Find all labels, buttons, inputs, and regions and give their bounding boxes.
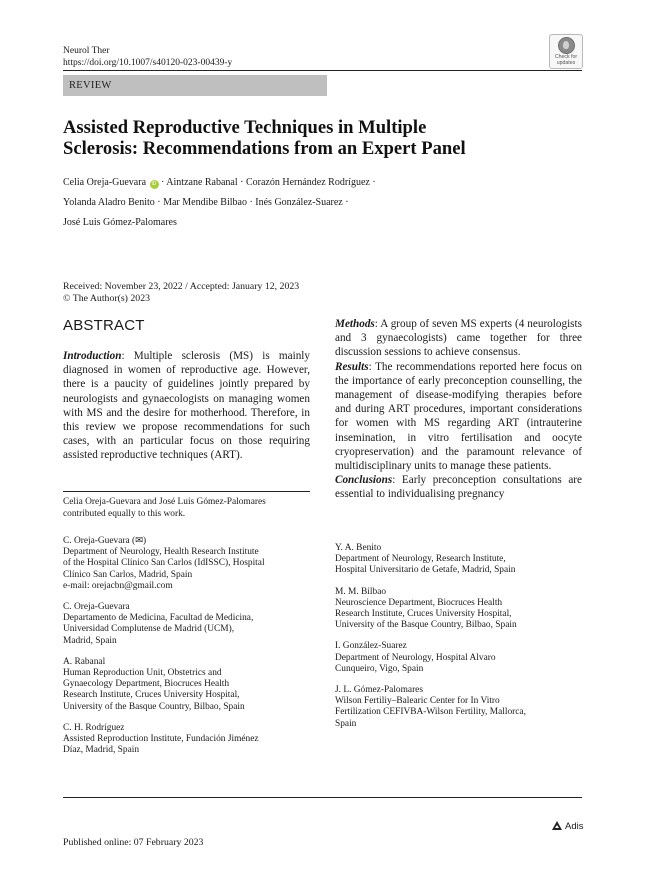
- article-type-banner: REVIEW: [63, 75, 327, 96]
- article-title: Assisted Reproductive Techniques in Multiple Sclerosis: Recommendations from an Expert Panel: [63, 117, 466, 159]
- affiliation-author: Y. A. Benito: [335, 543, 382, 553]
- author-names: José Luis Gómez-Palomares: [63, 217, 177, 228]
- author-name[interactable]: Celia Oreja-Guevara: [63, 177, 147, 188]
- results-text: : The recommendations reported here focus on the importance of early preconception counselling, the management of disease-modifying therapies before and during ART procedures, important considerations for women with MS regarding ART (intrauterine insemination, in vitro fertilisation and oocyte cryopreservation) and the paramount relevance of multidisciplinary units to manage these patients.: [335, 360, 582, 473]
- footer-divider: [63, 797, 582, 798]
- affiliation: A. Rabanal Human Reproduction Unit, Obstetrics and Gynaecology Department, Biocruces Health Research Institute, Cruces University Hospital, University of the Basque Country, Bilbao, Spain: [63, 656, 245, 712]
- equal-contribution-footnote: Celia Oreja-Guevara and José Luis Gómez-Palomares contributed equally to this work.: [63, 497, 266, 519]
- publisher-logo: [552, 821, 583, 833]
- affiliations-left: [63, 536, 315, 766]
- affiliation: C. Oreja-Guevara Departamento de Medicina, Facultad de Medicina, Universidad Complutense de Madrid (UCM), Madrid, Spain: [63, 602, 254, 646]
- results-label: Results: [335, 360, 369, 373]
- affiliation-author: J. L. Gómez-Palomares: [335, 685, 423, 696]
- affiliation: M. M. Bilbao Neuroscience Department, Biocruces Health Research Institute, Cruces University Hospital, University of the Basque Country, Bilbao, Spain: [335, 586, 517, 631]
- doi-link[interactable]: https://doi.org/10.1007/s40120-023-00439-y: [63, 57, 233, 68]
- affiliation-author: C. Oreja-Guevara: [63, 602, 130, 613]
- abstract-conclusions: [335, 473, 582, 501]
- affiliation-author: I. González-Suarez: [335, 641, 407, 652]
- affiliations-right: [335, 543, 587, 740]
- introduction-text: : Multiple sclerosis (MS) is mainly diagnosed in women of reproductive age. However, there is a paucity of guidelines jointly prepared by neurologists and gynaecologists on managing women with MS and the desire for motherhood. Therefore, in this review we propose recommendations for such cases, with an particular focus on those requiring assisted reproductive techniques (ART).: [63, 350, 310, 462]
- affiliation: C. Oreja-Guevara (✉) Department of Neurology, Health Research Institute of the Hospital Clínico San Carlos (IdISSC), Hospital Clínico San Carlos, Madrid, Spain e-mail: orejacbn@gmail.com: [63, 536, 265, 591]
- affiliation: C. H. Rodríguez Assisted Reproduction Institute, Fundación Jiménez Díaz, Madrid, Spain: [63, 722, 259, 756]
- affiliation: I. González-Suarez Department of Neurology, Hospital Alvaro Cunqueiro, Vigo, Spain: [335, 641, 496, 674]
- journal-name: Neurol Ther: [63, 46, 110, 56]
- orcid-icon[interactable]: iD: [150, 180, 159, 189]
- check-updates-icon: [558, 37, 575, 54]
- conclusions-label: Conclusions: [335, 474, 393, 487]
- abstract-results: [335, 360, 582, 474]
- adis-logo-icon: [552, 821, 562, 830]
- methods-label: Methods: [335, 318, 375, 330]
- article-dates: [63, 281, 299, 304]
- published-online-date: Published online: 07 February 2023: [63, 837, 204, 848]
- affiliation: Y. A. Benito Department of Neurology, Research Institute, Hospital Universitario de Getafe, Madrid, Spain: [335, 543, 516, 576]
- affiliation-author: C. Oreja-Guevara (✉): [63, 536, 147, 546]
- received-accepted-dates: Received: November 23, 2022 / Accepted: January 12, 2023: [63, 281, 300, 292]
- author-names: Yolanda Aladro Benito · Mar Mendibe Bilbao · Inés González-Suarez ·: [63, 197, 349, 208]
- footnote-divider: [63, 491, 310, 492]
- email-link[interactable]: e-mail: orejacbn@gmail.com: [63, 580, 173, 591]
- author-names: · Aintzane Rabanal · Corazón Hernández Rodríguez ·: [161, 177, 376, 188]
- methods-text: : A group of seven MS experts (4 neurologists and 3 gynaecologists) came together for three discussion sessions to achieve consensus.: [335, 318, 582, 359]
- abstract-heading: ABSTRACT: [63, 317, 145, 334]
- header-divider: [63, 70, 582, 71]
- journal-header: [63, 46, 232, 69]
- copyright-notice: © The Author(s) 2023: [63, 292, 150, 304]
- introduction-label: Introduction: [63, 350, 122, 362]
- publisher-name: Adis: [565, 821, 584, 832]
- check-for-updates-badge[interactable]: Check for updates: [549, 34, 583, 69]
- affiliation-author: C. H. Rodríguez: [63, 722, 125, 733]
- affiliation-author: A. Rabanal: [63, 656, 106, 667]
- affiliation-author: M. M. Bilbao: [335, 586, 387, 597]
- author-list: [63, 173, 583, 233]
- conclusions-text: : Early preconception consultations are essential to individualising pregnancy: [335, 474, 582, 501]
- abstract-introduction: [63, 349, 310, 463]
- abstract-methods: [335, 317, 582, 360]
- abstract-continued: [335, 317, 582, 502]
- affiliation: J. L. Gómez-Palomares Wilson Fertiliy–Balearic Center for In Vitro Fertilization CEFIVBA-Wilson Fertility, Mallorca, Spain: [335, 685, 526, 729]
